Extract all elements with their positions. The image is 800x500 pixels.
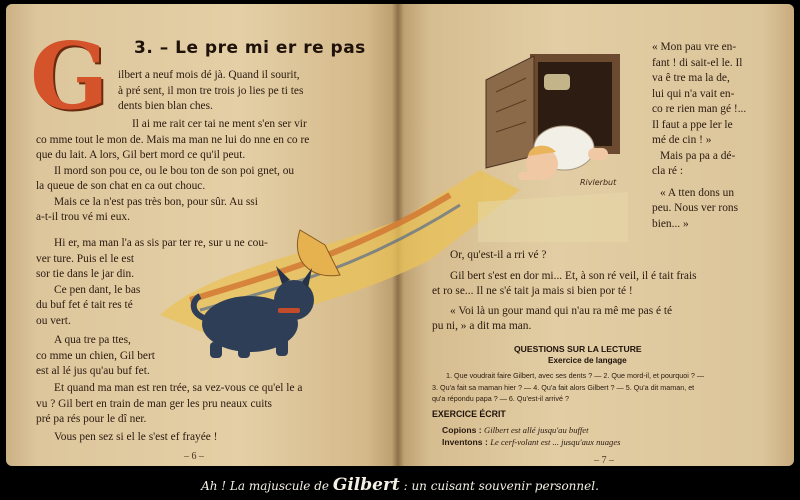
- text-line: pré pa rés pour le dî ner.: [36, 413, 147, 425]
- text-line: va ê tre ma la de,: [652, 72, 730, 84]
- text-line: Mais ce la n'est pas très bon, pour sûr. Au ssi: [54, 195, 258, 208]
- copy-text: Gilbert est allé jusqu'au buffet: [484, 425, 589, 435]
- invent-text: Le cerf-volant est ... jusqu'aux nuages: [490, 437, 621, 447]
- text-line: peu. Nous ver rons: [652, 202, 739, 214]
- dog-leg: [210, 342, 222, 358]
- caption-text-after: : un cuisant souvenir personnel.: [399, 479, 599, 493]
- floor: [478, 192, 628, 242]
- dog-illustration: [190, 262, 340, 362]
- intro-paragraph: [118, 68, 303, 115]
- text-line: A qua tre pa ttes,: [54, 334, 131, 346]
- text-line: « Mon pau vre en-: [652, 41, 737, 53]
- text-line: ilbert a neuf mois dé jà. Quand il sourit,: [118, 69, 300, 81]
- text-line: est al lé jus qu'au buf fet.: [36, 365, 150, 377]
- dog-collar: [278, 308, 300, 313]
- text-line: Et quand ma man est ren trée, sa vez-vous ce qu'el le a: [54, 382, 303, 394]
- text-line: Il faut a ppe ler le: [652, 118, 733, 131]
- text-line: bien... »: [652, 217, 689, 230]
- text-line: pu ni, » a dit ma man.: [432, 320, 532, 332]
- page-number-right: – 7 –: [594, 455, 614, 466]
- text-line: Hi er, ma man l'a as sis par ter re, sur u ne cou-: [54, 237, 268, 249]
- dog-leg: [238, 344, 250, 358]
- text-line: vu ? Gil bert en train de man ger les pru neaux cuits: [36, 397, 272, 410]
- questions-heading: QUESTIONS SUR LA LECTURE: [514, 344, 642, 354]
- text-line: la queue de son chat en ca out chouc.: [36, 180, 206, 192]
- text-line: dents bien blan ches.: [118, 100, 213, 112]
- main-text-block-4: [36, 381, 302, 428]
- dog-tail: [194, 296, 204, 318]
- baby-arm: [518, 172, 540, 180]
- question-line: 1. Que voudrait faire Gilbert, avec ses dents ? — 2. Que mord-il, et pourquoi ? —: [446, 371, 705, 380]
- text-line: Vous pen sez si el le s'est ef frayée !: [54, 431, 218, 443]
- photo-caption: [0, 472, 800, 500]
- text-line: Mais pa pa a dé-: [660, 149, 736, 162]
- dialogue-column: [652, 40, 746, 232]
- text-line: ver ture. Puis el le est: [36, 252, 135, 265]
- text-line: fant ! di sait-el le. Il: [652, 56, 743, 69]
- caption-highlight: Gilbert: [332, 475, 400, 495]
- copy-label: Copions :: [442, 425, 482, 435]
- illustrator-signature: Rivlerbut: [580, 178, 617, 187]
- text-line: co re rien man gé !...: [652, 103, 747, 115]
- exercise-subheading: Exercice de langage: [548, 356, 627, 365]
- caption-text-before: Ah ! La majuscule de: [201, 479, 333, 493]
- text-line: « Voi là un gour mand qui n'au ra mê me pas é té: [450, 304, 673, 317]
- text-line: a-t-il trou vé mi eux.: [36, 211, 130, 223]
- text-line: Gil bert s'est en dor mi... Et, à son ré veil, il é tait frais: [450, 269, 697, 282]
- text-line: Ce pen dant, le bas: [54, 283, 141, 296]
- text-line: lui qui n'a vait en-: [652, 87, 735, 100]
- chapter-title: 3. – Le pre mi er re pas: [134, 38, 366, 58]
- text-line: Il mord son pou ce, ou le bou ton de son poi gnet, ou: [54, 164, 295, 177]
- narrative-block: [432, 248, 697, 335]
- text-line: du buf fet é tait res té: [36, 299, 133, 311]
- invent-label: Inventons :: [442, 437, 488, 447]
- text-line: et ro se... Il ne s'é tait ja mais si bien por té !: [432, 285, 633, 297]
- jar: [544, 74, 570, 90]
- cupboard-door: [486, 56, 534, 168]
- question-line: 3. Qu'a fait sa maman hier ? — 4. Qu'a fait alors Gilbert ? — 5. Qu'a dit maman, et: [432, 382, 695, 392]
- invent-exercise: [442, 437, 620, 447]
- question-list: [432, 370, 704, 405]
- text-line: co mme un chien, Gil bert: [36, 349, 155, 362]
- text-line: mé de cin ! »: [652, 134, 712, 146]
- text-line: cla ré :: [652, 165, 683, 177]
- dog-leg: [276, 338, 288, 356]
- text-line: à pré sent, il mon tre trois jo lies pe ti tes: [118, 84, 304, 97]
- question-line: qu'a répondu papa ? — 6. Qu'est-il arrivé ?: [432, 394, 569, 403]
- text-line: « A tten dons un: [660, 186, 735, 199]
- cupboard-illustration: [478, 52, 628, 242]
- drop-cap-letter: G: [30, 22, 109, 130]
- main-text-block-3: [36, 333, 155, 380]
- baby-leg: [588, 148, 608, 160]
- text-line: Or, qu'est-il a rri vé ?: [450, 249, 547, 261]
- text-line: Il ai me rait cer tai ne ment s'en ser vir: [132, 118, 307, 130]
- text-line: co mme tout le mon de. Mais ma man ne lui do nne en co re: [36, 133, 310, 146]
- page-number-left: – 6 –: [184, 451, 204, 462]
- written-exercise-heading: EXERCICE ÉCRIT: [432, 409, 506, 419]
- text-line: sor tie dans le jar din.: [36, 268, 135, 280]
- text-line: ou vert.: [36, 314, 71, 327]
- text-line: que du lait. A lors, Gil bert mord ce qu'il peut.: [36, 149, 246, 161]
- copy-exercise: [442, 425, 589, 435]
- main-text-block-5: [36, 430, 217, 446]
